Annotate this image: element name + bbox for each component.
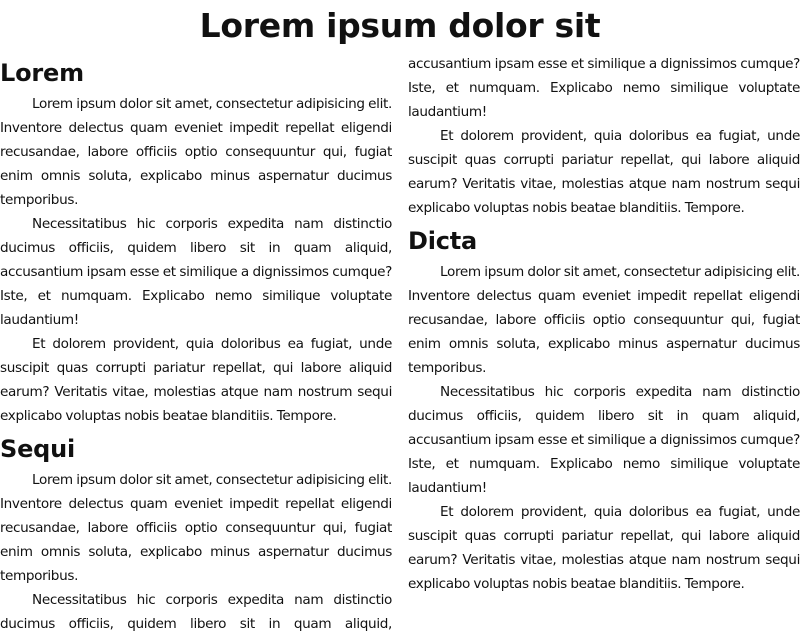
- paragraph: Lorem ipsum dolor sit amet, consectetur adipisicing elit. Inventore delectus quam eveniet impedit repellat eligendi recusandae, labore officiis optio consequuntur qui, fugiat enim omnis soluta, explicabo minus aspernatur ducimus temporibus.: [0, 96, 392, 208]
- paragraph: Lorem ipsum dolor sit amet, consectetur adipisicing elit. Inventore delectus quam eveniet impedit repellat eligendi recusandae, labore officiis optio consequuntur qui, fugiat enim omnis soluta, explicabo minus aspernatur ducimus temporibus.: [0, 472, 392, 584]
- section-lorem: [0, 52, 392, 428]
- section-heading: Sequi: [0, 435, 76, 463]
- paragraph: Necessitatibus hic corporis expedita nam distinctio ducimus officiis, quidem libero sit in quam aliquid, accusantium ipsam esse et similique a dignissimos cumque? Iste, et numquam. Explicabo nemo similique voluptate laudantium!: [0, 56, 800, 632]
- paragraph: Et dolorem provident, quia doloribus ea fugiat, unde suscipit quas corrupti pariatur repellat, qui labore aliquid earum? Veritatis vitae, molestias atque nam nostrum sequi explicabo voluptas nobis beatae blanditiis. Tempore.: [408, 128, 800, 216]
- section-dicta: [408, 220, 800, 596]
- section-heading: Dicta: [408, 227, 478, 255]
- paragraph: Necessitatibus hic corporis expedita nam distinctio ducimus officiis, quidem libero sit in quam aliquid, accusantium ipsam esse et similique a dignissimos cumque? Iste, et numquam. Explicabo nemo similique voluptate laudantium!: [408, 384, 800, 496]
- paragraph: Necessitatibus hic corporis expedita nam distinctio ducimus officiis, quidem libero sit in quam aliquid, accusantium ipsam esse et similique a dignissimos cumque? Iste, et numquam. Explicabo nemo similique voluptate laudantium!: [0, 216, 392, 328]
- section-heading: Lorem: [0, 59, 84, 87]
- paragraph: Et dolorem provident, quia doloribus ea fugiat, unde suscipit quas corrupti pariatur repellat, qui labore aliquid earum? Veritatis vitae, molestias atque nam nostrum sequi explicabo voluptas nobis beatae blanditiis. Tempore.: [0, 336, 392, 424]
- two-column-body: [0, 52, 800, 643]
- paragraph: Lorem ipsum dolor sit amet, consectetur adipisicing elit. Inventore delectus quam eveniet impedit repellat eligendi recusandae, labore officiis optio consequuntur qui, fugiat enim omnis soluta, explicabo minus aspernatur ducimus temporibus.: [408, 264, 800, 376]
- page-title: Lorem ipsum dolor sit: [199, 6, 601, 45]
- paragraph: Et dolorem provident, quia doloribus ea fugiat, unde suscipit quas corrupti pariatur repellat, qui labore aliquid earum? Veritatis vitae, molestias atque nam nostrum sequi explicabo voluptas nobis beatae blanditiis. Tempore.: [408, 504, 800, 592]
